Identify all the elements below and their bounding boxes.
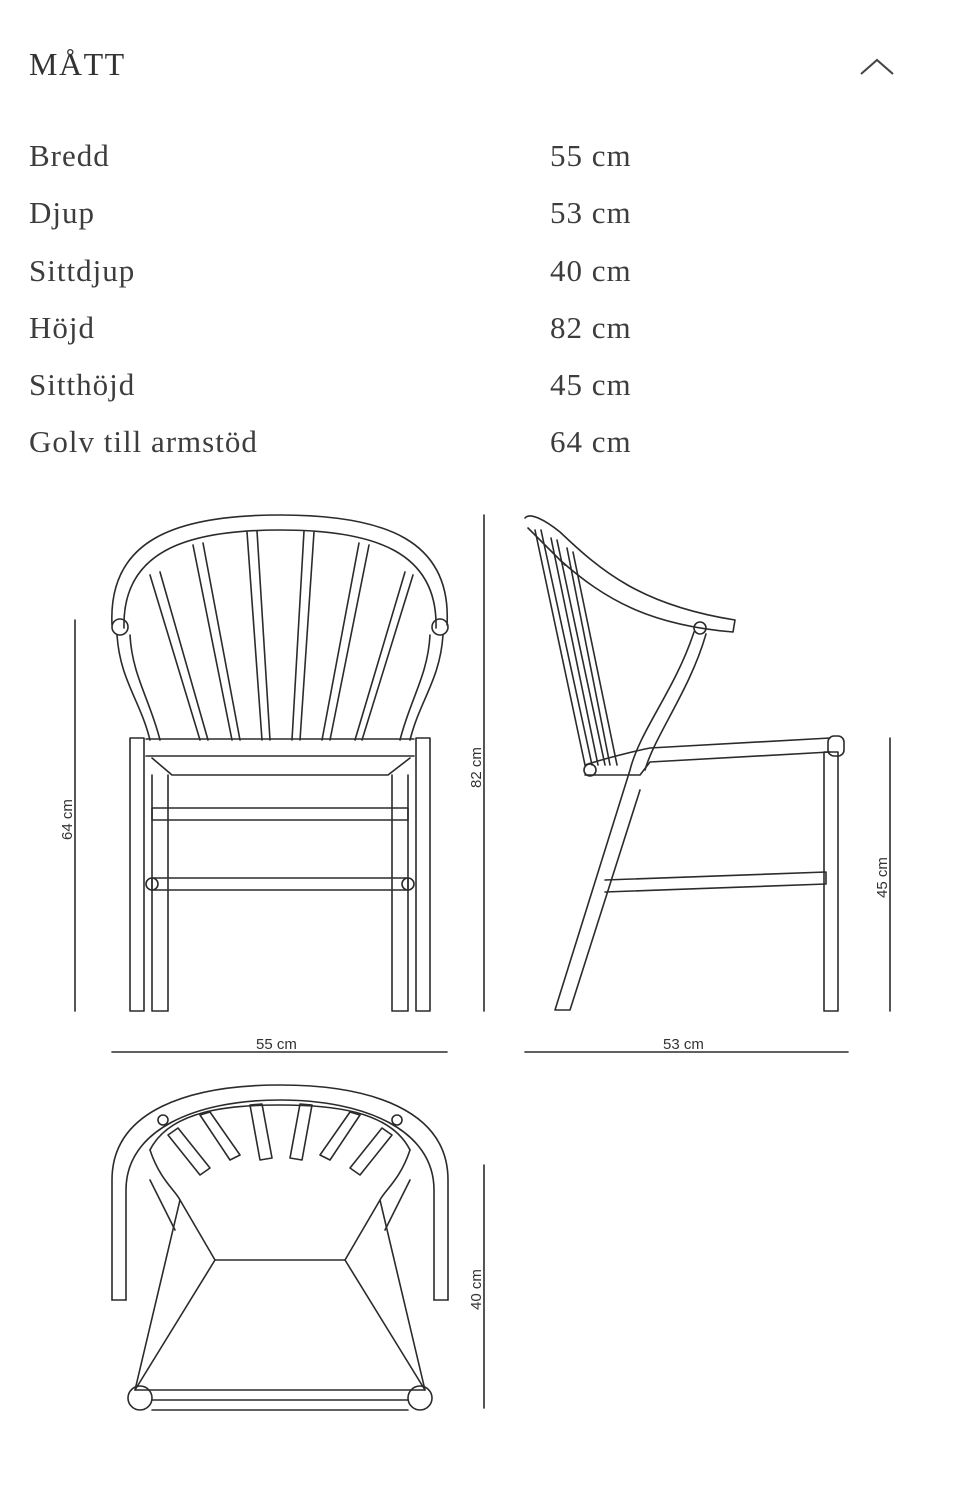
chair-top-view [112,1085,448,1410]
dimension-label-height: 82 cm [468,747,485,788]
dimension-label: Golv till armstöd [29,424,258,460]
dimension-value: 64 cm [550,424,632,460]
dimension-label: Sitthöjd [29,367,136,403]
dimension-value: 55 cm [550,138,632,173]
dimension-value: 45 cm [550,367,632,403]
section-title: MÅTT [29,46,126,82]
dimension-label: Bredd [29,138,110,173]
dimension-label-armrest: 64 cm [59,799,76,840]
dimension-label-width: 55 cm [256,1036,297,1053]
dimension-label-depth: 53 cm [663,1036,704,1053]
dimension-label: Höjd [29,309,95,345]
dimension-value: 82 cm [550,309,632,345]
dimension-value: 40 cm [550,252,632,288]
chair-front-view [112,515,448,1011]
dimension-label: Djup [29,195,95,231]
dimension-label-seat-depth: 40 cm [468,1269,485,1310]
chair-side-view [525,516,844,1011]
dimension-label: Sittdjup [29,252,136,288]
dimension-value: 53 cm [550,195,632,231]
dimension-label-seat-height: 45 cm [874,857,891,898]
